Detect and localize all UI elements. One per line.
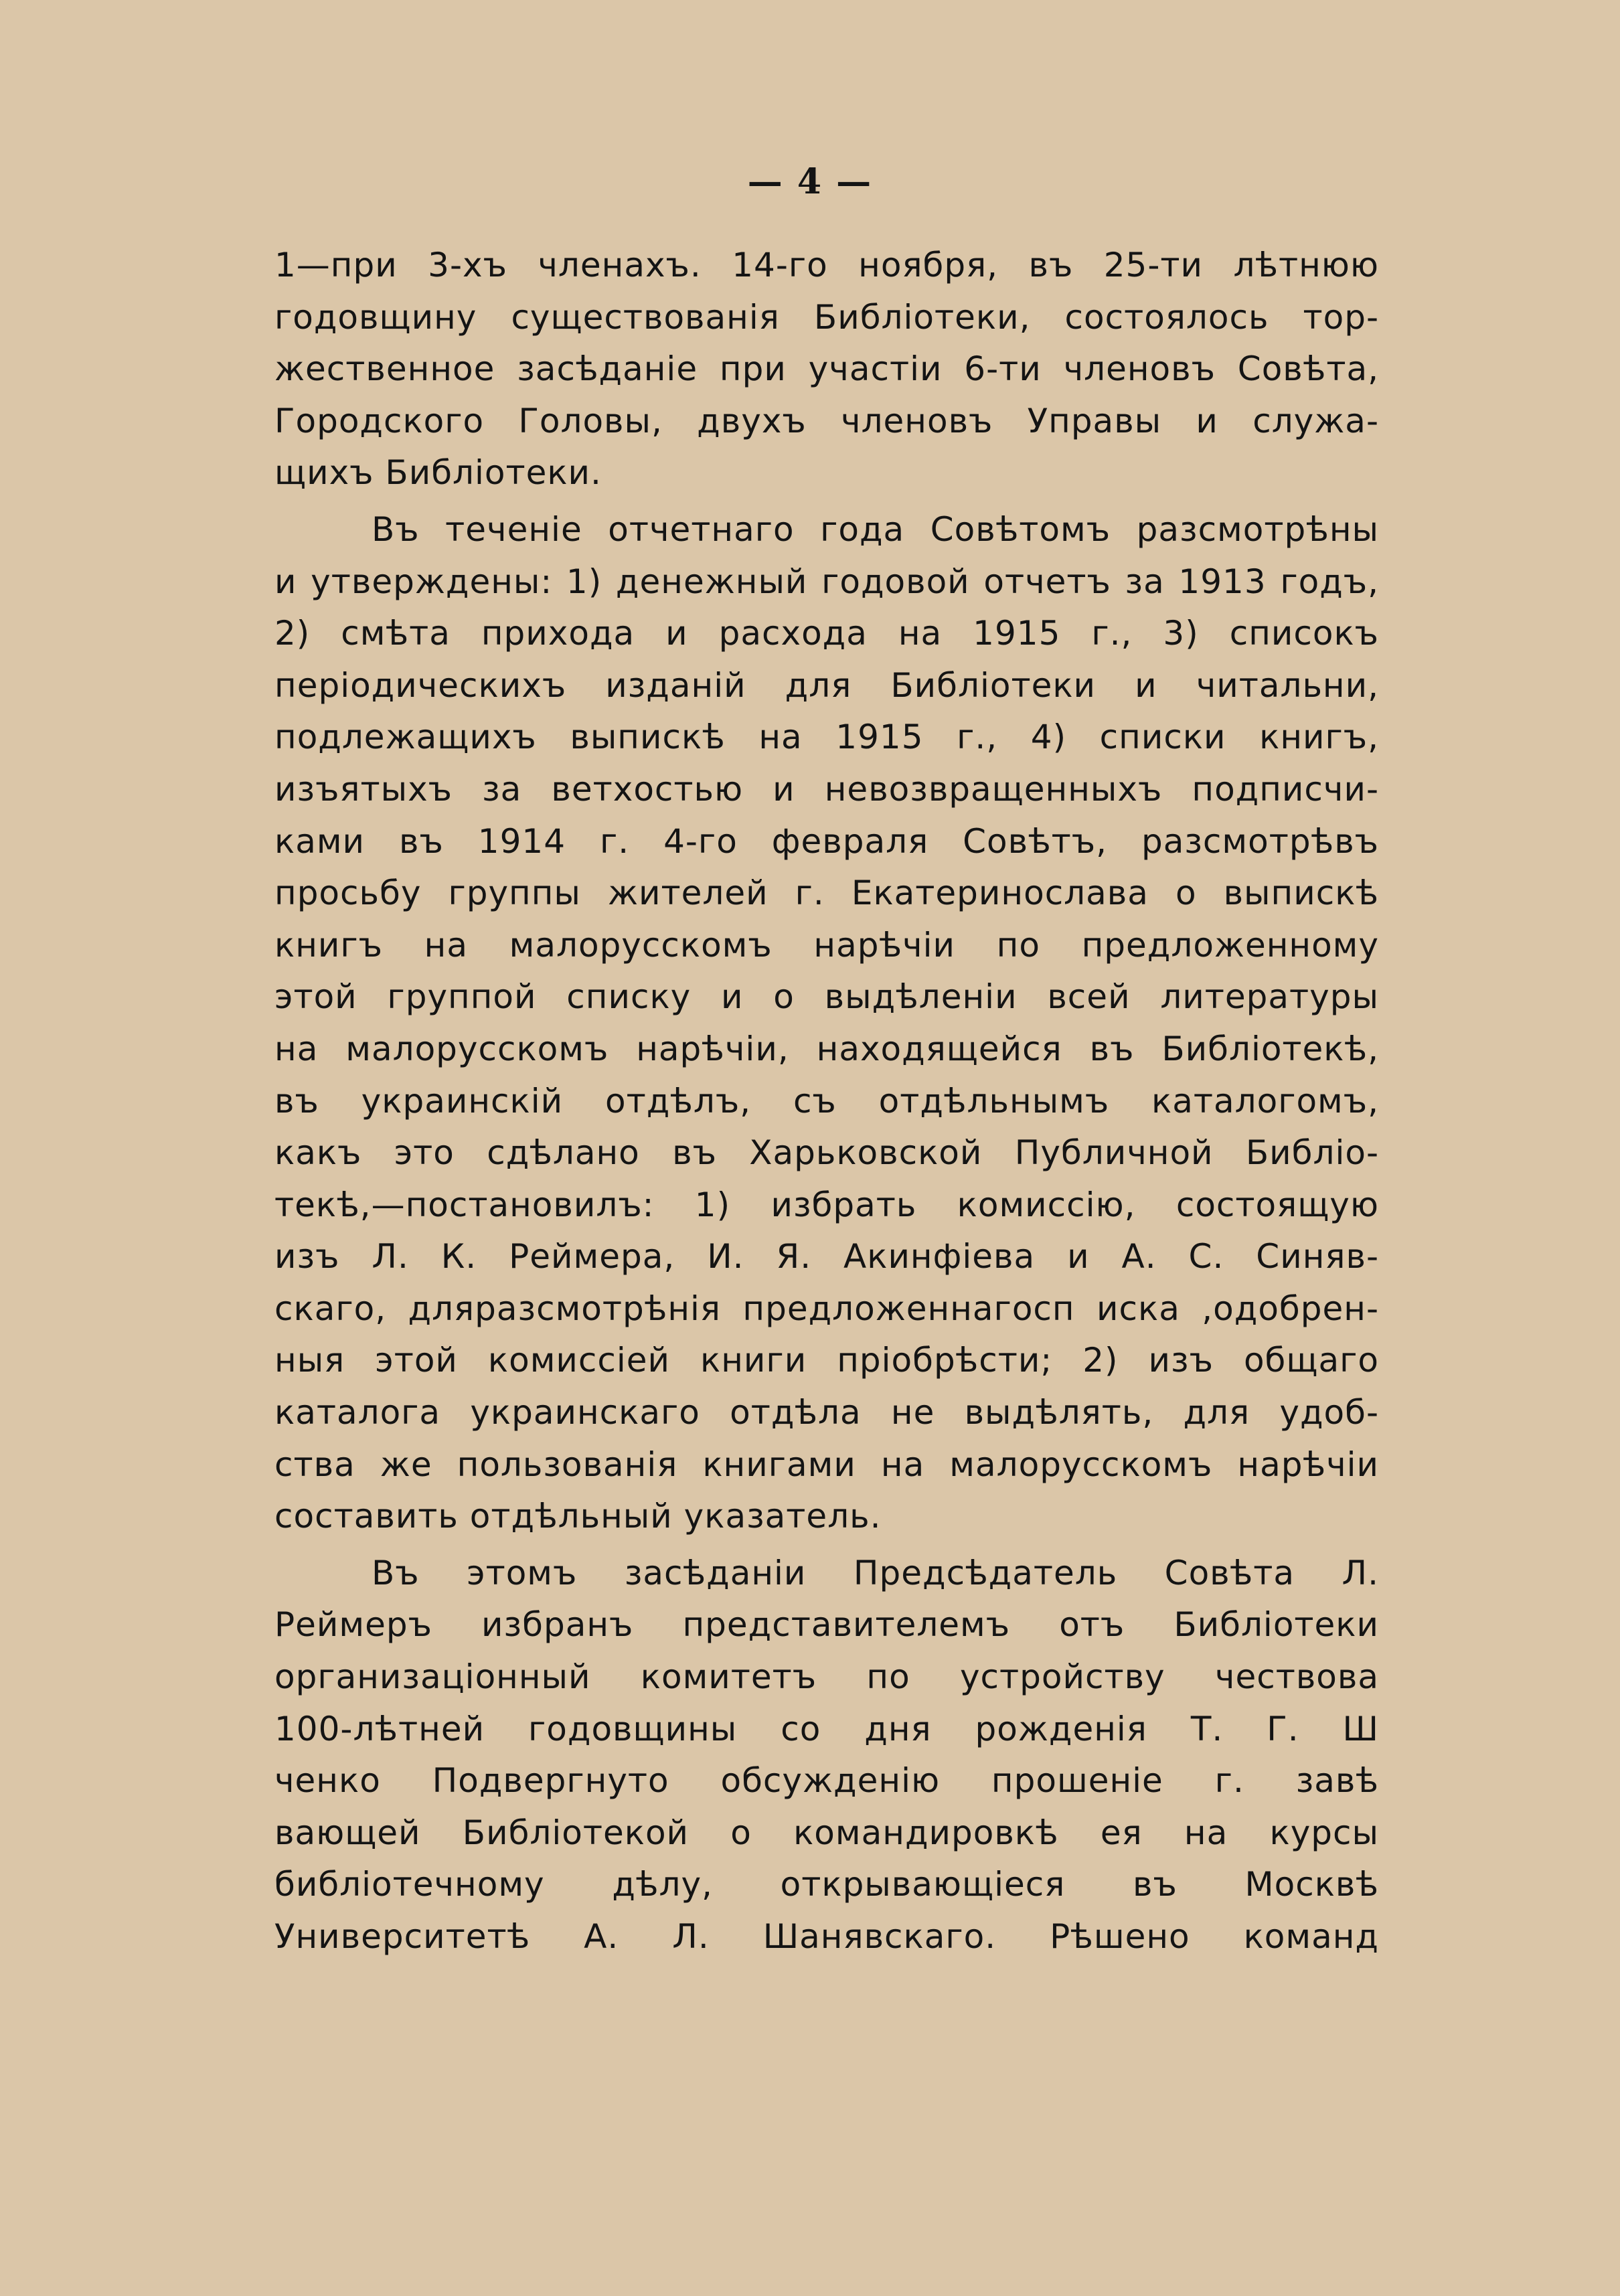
- text-line: Реймеръ избранъ представителемъ отъ Библіотеки: [274, 1605, 1379, 1645]
- text-line: ченко Подвергнуто обсужденію прошеніе г. завѣ: [274, 1761, 1379, 1801]
- text-line: Городского Головы, двухъ членовъ Управы и служа-: [274, 401, 1379, 440]
- body-text: [274, 240, 1379, 1963]
- text-line: 100-лѣтней годовщины со дня рожденія Т. Г. Ш: [274, 1709, 1379, 1748]
- text-line: каталога украинскаго отдѣла не выдѣлять, для удоб-: [274, 1393, 1379, 1432]
- text-line: ства же пользованія книгами на малорусскомъ нарѣчіи: [274, 1445, 1379, 1484]
- text-line: составить отдѣльный указатель.: [274, 1497, 882, 1536]
- text-line: Въ теченіе отчетнаго года Совѣтомъ разсмотрѣны: [372, 509, 1379, 549]
- text-line: какъ это сдѣлано въ Харьковской Публичной Библіо-: [274, 1133, 1379, 1173]
- text-line: ныя этой комиссіей книги пріобрѣсти; 2) изъ общаго: [274, 1341, 1379, 1380]
- paragraph-2: [274, 504, 1379, 1543]
- text-line: на малорусскомъ нарѣчіи, находящейся въ Библіотекѣ,: [274, 1029, 1379, 1068]
- text-line: жественное засѣданіе при участіи 6-ти членовъ Совѣта,: [274, 349, 1379, 389]
- text-line: просьбу группы жителей г. Екатеринослава о выпискѣ: [274, 874, 1379, 913]
- text-line: 2) смѣта прихода и расхода на 1915 г., 3) списокъ: [274, 614, 1379, 653]
- text-line: Въ этомъ засѣданіи Предсѣдатель Совѣта Л.: [372, 1553, 1379, 1592]
- paragraph-3: [274, 1548, 1379, 1963]
- page-number: — 4 —: [747, 161, 873, 202]
- text-line: изъ Л. К. Реймера, И. Я. Акинфіева и А. С. Синяв-: [274, 1237, 1379, 1277]
- text-line: въ украинскій отдѣлъ, съ отдѣльнымъ каталогомъ,: [274, 1081, 1379, 1121]
- text-line: ками въ 1914 г. 4-го февраля Совѣтъ, разсмотрѣвъ: [274, 821, 1379, 861]
- text-line: книгъ на малорусскомъ нарѣчіи по предложенному: [274, 925, 1379, 965]
- text-line: щихъ Библіотеки.: [274, 453, 602, 493]
- text-line: организаціонный комитетъ по устройству чествова: [274, 1657, 1379, 1697]
- text-line: вающей Библіотекой о командировкѣ ея на курсы: [274, 1813, 1379, 1852]
- paragraph-1: [274, 240, 1379, 499]
- text-line: текѣ,—постановилъ: 1) избрать комиссію, состоящую: [274, 1185, 1379, 1224]
- text-line: этой группой списку и о выдѣленіи всей литературы: [274, 977, 1379, 1017]
- text-line: скаго, дляразсмотрѣнія предложеннагосп иска ,одобрен-: [274, 1289, 1379, 1328]
- text-line: и утверждены: 1) денежный годовой отчетъ за 1913 годъ,: [274, 562, 1379, 601]
- text-line: періодическихъ изданій для Библіотеки и читальни,: [274, 665, 1379, 705]
- text-line: изъятыхъ за ветхостью и невозвращенныхъ подписчи-: [274, 769, 1379, 809]
- text-line: 1—при 3-хъ членахъ. 14-го ноября, въ 25-ти лѣтнюю: [274, 246, 1379, 284]
- text-line: Университетѣ А. Л. Шанявскаго. Рѣшено команд: [274, 1917, 1379, 1956]
- text-line: библіотечному дѣлу, открывающіеся въ Москвѣ: [274, 1865, 1379, 1904]
- text-line: подлежащихъ выпискѣ на 1915 г., 4) списки книгъ,: [274, 718, 1379, 757]
- text-line: годовщину существованія Библіотеки, состоялось тор-: [274, 297, 1379, 337]
